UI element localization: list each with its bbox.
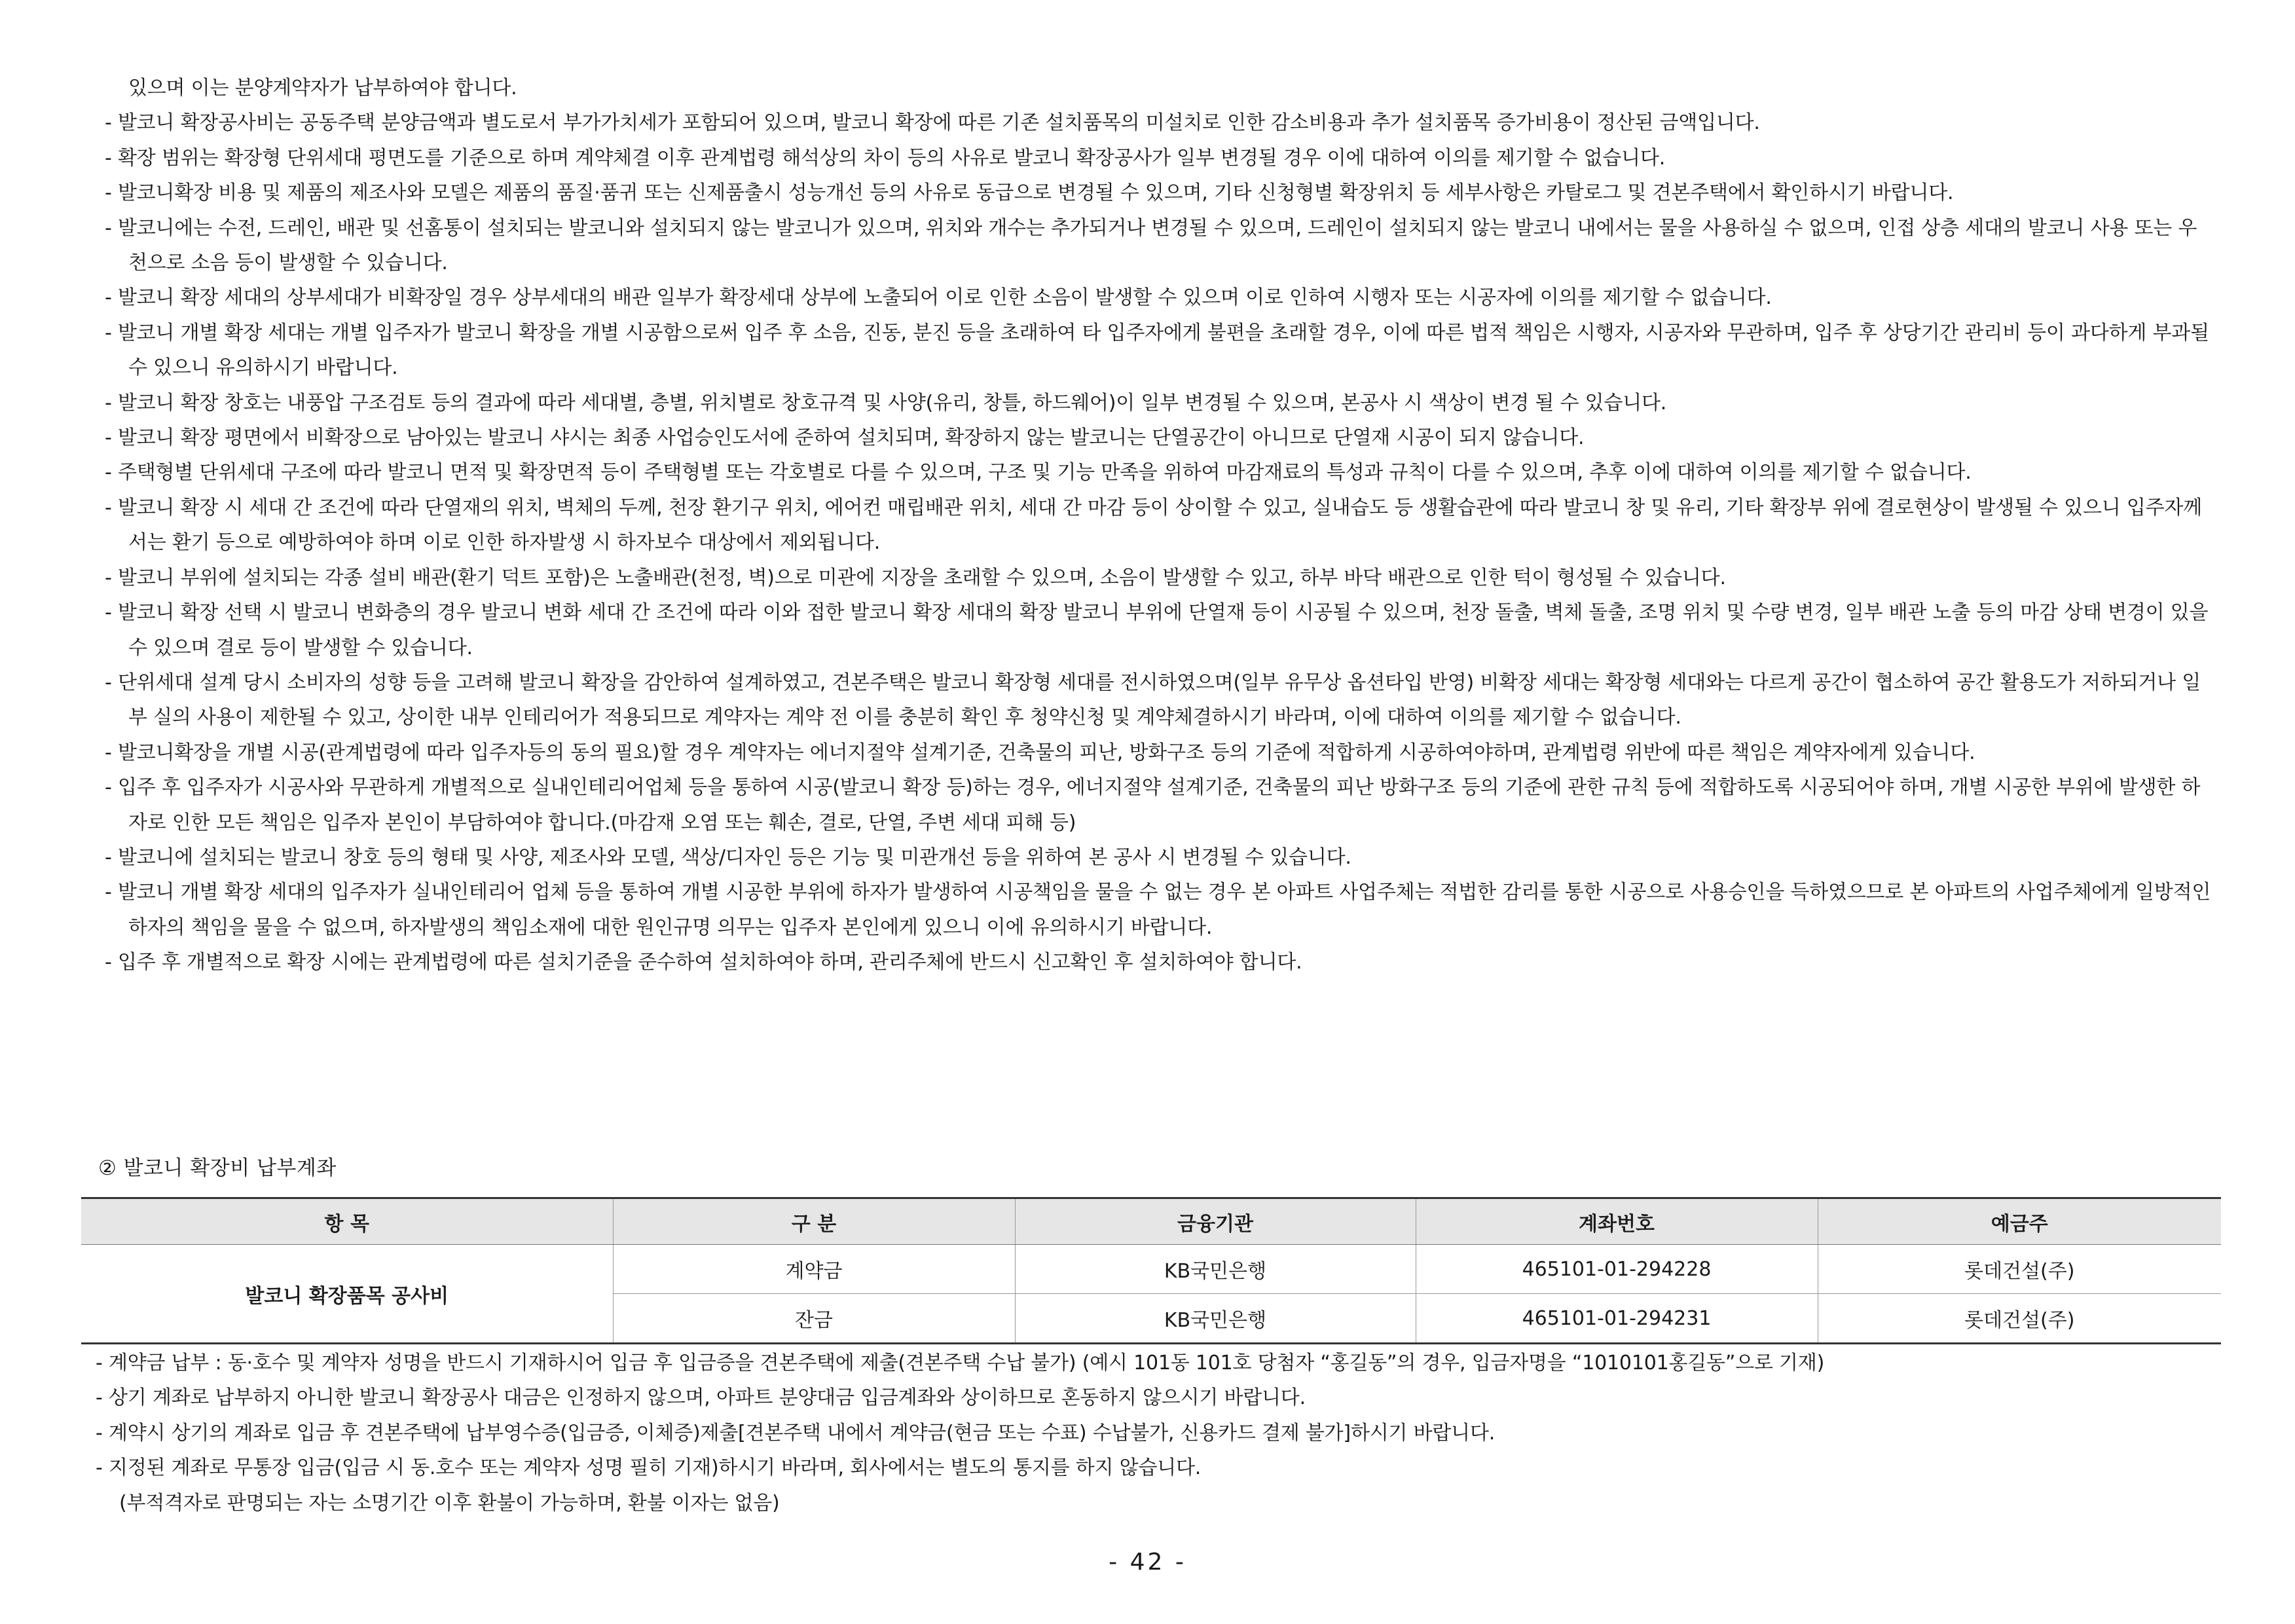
table-header-row — [81, 1198, 2221, 1245]
account-number-cell: 465101-01-294231 — [1416, 1294, 1818, 1344]
bank-cell: KB국민은행 — [1015, 1245, 1416, 1294]
notice-item: - 발코니 확장 선택 시 발코니 변화층의 경우 발코니 변화 세대 간 조건에 따라 이와 접한 발코니 확장 세대의 확장 발코니 부위에 단열재 등이 시공될 수 있으며, 천장 돌출, 벽체 돌출, 조명 위치 및 수량 변경, 일부 배관 노출 등의 마감 상태 변경이 있을 수 있으며 결로 등이 발생할 수 있습니다. — [105, 601, 2209, 659]
notice-item: - 확장 범위는 확장형 단위세대 평면도를 기준으로 하며 계약체결 이후 관계법령 해석상의 차이 등의 사유로 발코니 확장공사가 일부 변경될 경우 이에 대하여 이의를 제기할 수 없습니다. — [105, 146, 1666, 170]
notice-item: - 입주 후 개별적으로 확장 시에는 관계법령에 따른 설치기준을 준수하여 설치하여야 하며, 관리주체에 반드시 신고확인 후 설치하여야 합니다. — [105, 951, 1302, 974]
paragraph-continuation: 있으며 이는 분양계약자가 납부하여야 합니다. — [128, 77, 517, 100]
notice-item: - 발코니확장을 개별 시공(관계법령에 따라 입주자등의 동의 필요)할 경우 계약자는 에너지절약 설계기준, 건축물의 피난, 방화구조 등의 기준에 적합하게 시공하여야하며, 관계법령 위반에 따른 책임은 계약자에게 있습니다. — [105, 741, 1975, 764]
payment-account-table — [81, 1197, 2221, 1344]
notice-item: - 발코니 개별 확장 세대는 개별 입주자가 발코니 확장을 개별 시공함으로써 입주 후 소음, 진동, 분진 등을 초래하여 타 입주자에게 불편을 초래할 경우, 이에 따른 법적 책임은 시행자, 시공자와 무관하며, 입주 후 상당기간 관리비 등이 과다하게 부과될 수 있으니 유의하시기 바랍니다. — [105, 321, 2209, 380]
notice-item: - 발코니 확장 창호는 내풍압 구조검토 등의 결과에 따라 세대별, 층별, 위치별로 창호규격 및 사양(유리, 창틀, 하드웨어)이 일부 변경될 수 있으며, 본공사 시 색상이 변경 될 수 있습니다. — [105, 391, 1667, 415]
notice-item: - 발코니 확장공사비는 공동주택 분양금액과 별도로서 부가가치세가 포함되어 있으며, 발코니 확장에 따른 기존 설치품목의 미설치로 인한 감소비용과 추가 설치품목 증가비용이 정산된 금액입니다. — [105, 111, 1760, 135]
division-cell: 잔금 — [613, 1294, 1015, 1344]
notice-item: - 발코니에는 수전, 드레인, 배관 및 선홈통이 설치되는 발코니와 설치되지 않는 발코니가 있으며, 위치와 개수는 추가되거나 변경될 수 있으며, 드레인이 설치되지 않는 발코니 내에서는 물을 사용하실 수 없으며, 인접 상층 세대의 발코니 사용 또는 우천으로 소음 등이 발생할 수 있습니다. — [105, 216, 2197, 275]
note-continuation: (부적격자로 판명되는 자는 소명기간 이후 환불이 가능하며, 환불 이자는 없음) — [119, 1491, 780, 1515]
header-account-number: 계좌번호 — [1416, 1198, 1818, 1245]
division-cell: 계약금 — [613, 1245, 1015, 1294]
account-number-cell: 465101-01-294228 — [1416, 1245, 1818, 1294]
section-title: ② 발코니 확장비 납부계좌 — [98, 1156, 337, 1180]
notice-item: - 발코니 확장 세대의 상부세대가 비확장일 경우 상부세대의 배관 일부가 확장세대 상부에 노출되어 이로 인한 소음이 발생할 수 있으며 이로 인하여 시행자 또는 시공자에 이의를 제기할 수 없습니다. — [105, 286, 1772, 310]
notice-item: - 주택형별 단위세대 구조에 따라 발코니 면적 및 확장면적 등이 주택형별 또는 각호별로 다를 수 있으며, 구조 및 기능 만족을 위하여 마감재료의 특성과 규칙이 다를 수 있으며, 추후 이에 대하여 이의를 제기할 수 없습니다. — [105, 461, 1972, 485]
header-item: 항 목 — [81, 1198, 613, 1245]
note-item: - 계약금 납부 : 동·호수 및 계약자 성명을 반드시 기재하시어 입금 후 입금증을 견본주택에 제출(견본주택 수납 불가) (예시 101동 101호 당첨자 “홍길동”의 경우, 입금자명을 “1010101홍길동”으로 기재) — [96, 1352, 1825, 1375]
note-item: - 계약시 상기의 계좌로 입금 후 견본주택에 납부영수증(입금증, 이체증)제출[견본주택 내에서 계약금(현금 또는 수표) 수납불가, 신용카드 결제 불가]하시기 바랍니다. — [96, 1421, 1496, 1445]
balcony-notice-list — [105, 71, 2213, 980]
notice-item: - 발코니 확장 평면에서 비확장으로 남아있는 발코니 샤시는 최종 사업승인도서에 준하여 설치되며, 확장하지 않는 발코니는 단열공간이 아니므로 단열재 시공이 되지 않습니다. — [105, 426, 1585, 450]
notice-item: - 발코니 확장 시 세대 간 조건에 따라 단열재의 위치, 벽체의 두께, 천장 환기구 위치, 에어컨 매립배관 위치, 세대 간 마감 등이 상이할 수 있고, 실내습도 등 생활습관에 따라 발코니 창 및 유리, 기타 확장부 위에 결로현상이 발생될 수 있으니 입주자께서는 환기 등으로 예방하여야 하며 이로 인한 하자발생 시 하자보수 대상에서 제외됩니다. — [105, 496, 2202, 555]
bank-cell: KB국민은행 — [1015, 1294, 1416, 1344]
table-row — [81, 1245, 2221, 1294]
notice-item: - 발코니 부위에 설치되는 각종 설비 배관(환기 덕트 포함)은 노출배관(천정, 벽)으로 미관에 지장을 초래할 수 있으며, 소음이 발생할 수 있고, 하부 바닥 배관으로 인한 턱이 형성될 수 있습니다. — [105, 566, 1726, 589]
note-item: - 지정된 계좌로 무통장 입금(입금 시 동.호수 또는 계약자 성명 필히 기재)하시기 바라며, 회사에서는 별도의 통지를 하지 않습니다. — [96, 1456, 1202, 1480]
notice-item: - 발코니 개별 확장 세대의 입주자가 실내인테리어 업체 등을 통하여 개별 시공한 부위에 하자가 발생하여 시공책임을 물을 수 없는 경우 본 아파트 사업주체는 적법한 감리를 통한 시공으로 사용승인을 득하였으므로 본 아파트의 사업주체에게 일방적인 하자의 책임을 물을 수 없으며, 하자발생의 책임소재에 대한 원인규명 의무는 입주자 본인에게 있으니 이에 유의하시기 바랍니다. — [105, 881, 2211, 939]
account-holder-cell: 롯데건설(주) — [1818, 1245, 2221, 1294]
note-item: - 상기 계좌로 납부하지 아니한 발코니 확장공사 대금은 인정하지 않으며, 아파트 분양대금 입금계좌와 상이하므로 혼동하지 않으시기 바랍니다. — [96, 1386, 1306, 1410]
item-label: 발코니 확장품목 공사비 — [81, 1245, 613, 1344]
account-holder-cell: 롯데건설(주) — [1818, 1294, 2221, 1344]
header-bank: 금융기관 — [1015, 1198, 1416, 1245]
page-number: - 42 - — [1109, 1549, 1186, 1576]
notice-item: - 입주 후 입주자가 시공사와 무관하게 개별적으로 실내인테리어업체 등을 통하여 시공(발코니 확장 등)하는 경우, 에너지절약 설계기준, 건축물의 피난 방화구조 등의 기준에 관한 규칙 등에 적합하도록 시공되어야 하며, 개별 시공한 부위에 발생한 하자로 인한 모든 책임은 입주자 본인이 부담하여야 합니다.(마감재 오염 또는 훼손, 결로, 단열, 주변 세대 피해 등) — [105, 776, 2201, 834]
notice-item: - 단위세대 설계 당시 소비자의 성향 등을 고려해 발코니 확장을 감안하여 설계하였고, 견본주택은 발코니 확장형 세대를 전시하였으며(일부 유무상 옵션타입 반영) 비확장 세대는 확장형 세대와는 다르게 공간이 협소하여 공간 활용도가 저하되거나 일부 실의 사용이 제한될 수 있고, 상이한 내부 인테리어가 적용되므로 계약자는 계약 전 이를 충분히 확인 후 청약신청 및 계약체결하시기 바라며, 이에 대하여 이의를 제기할 수 없습니다. — [105, 671, 2201, 729]
header-account-holder: 예금주 — [1818, 1198, 2221, 1245]
account-notes — [96, 1346, 2224, 1521]
notice-item: - 발코니확장 비용 및 제품의 제조사와 모델은 제품의 품질·품귀 또는 신제품출시 성능개선 등의 사유로 동급으로 변경될 수 있으며, 기타 신청형별 확장위치 등 세부사항은 카탈로그 및 견본주택에서 확인하시기 바랍니다. — [105, 181, 1954, 205]
notice-item: - 발코니에 설치되는 발코니 창호 등의 형태 및 사양, 제조사와 모델, 색상/디자인 등은 기능 및 미관개선 등을 위하여 본 공사 시 변경될 수 있습니다. — [105, 845, 1351, 869]
header-division: 구 분 — [613, 1198, 1015, 1245]
